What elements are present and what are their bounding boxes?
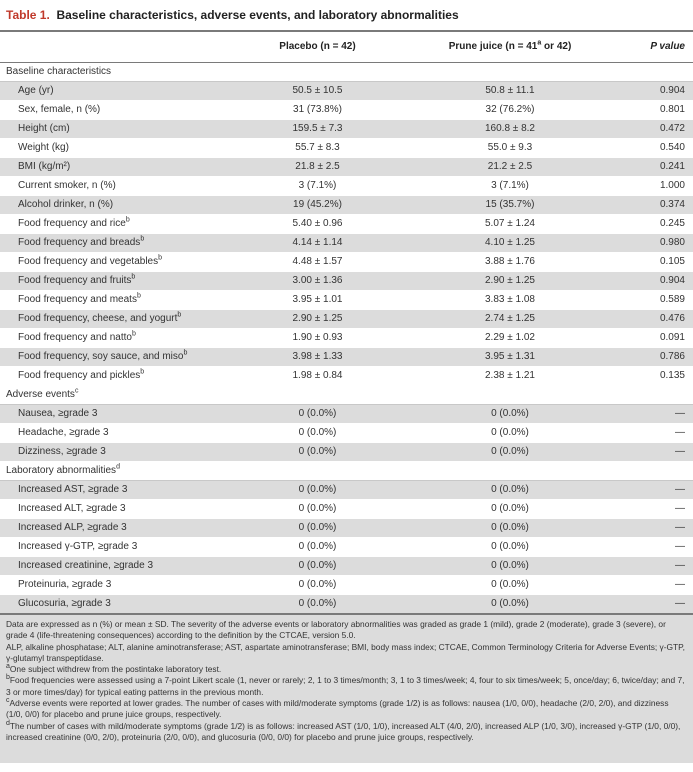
prune-juice-value: 0 (0.0%) [405, 443, 615, 462]
row-label [0, 367, 230, 386]
footnote-text: The number of cases with mild/moderate symptoms (grade 1/2) is as follows: increased AST (1/0, 1/0), increased ALT (4/0, 2/0), increased ALP (1/0, 3/0), increased γ-GTP (1/0, 0/0), increased creatinine (0/0, 2/0), proteinuria (2/0, 0/0), and glucosuria (0/0, 0/0) for placebo and prune juice groups, respectively. [6, 720, 681, 742]
row-label-text: Food frequency and vegetables [18, 256, 159, 267]
p-value: 0.476 [615, 310, 693, 329]
section-header-row [0, 386, 693, 405]
p-value: — [615, 538, 693, 557]
row-label [0, 82, 230, 101]
table-row [0, 215, 693, 234]
placebo-value: 0 (0.0%) [230, 538, 405, 557]
row-label-text: Increased γ-GTP, ≥grade 3 [18, 541, 138, 552]
row-label-sup: b [140, 368, 145, 376]
row-label [0, 557, 230, 576]
prune-juice-value: 0 (0.0%) [405, 576, 615, 595]
row-label-sup: b [183, 349, 188, 357]
header-label [0, 31, 230, 63]
placebo-value: 3.98 ± 1.33 [230, 348, 405, 367]
p-value: — [615, 424, 693, 443]
table-row [0, 500, 693, 519]
prune-juice-value: 160.8 ± 8.2 [405, 120, 615, 139]
table-row [0, 82, 693, 101]
row-label [0, 177, 230, 196]
row-label [0, 500, 230, 519]
footnote [6, 664, 687, 675]
placebo-value: 3 (7.1%) [230, 177, 405, 196]
prune-juice-value: 50.8 ± 11.1 [405, 82, 615, 101]
p-value: — [615, 500, 693, 519]
p-value: 0.472 [615, 120, 693, 139]
section-title [0, 63, 693, 82]
footnote [6, 619, 687, 642]
p-value: 0.135 [615, 367, 693, 386]
row-label-text: Nausea, ≥grade 3 [18, 408, 98, 419]
p-value: 0.374 [615, 196, 693, 215]
header-placebo: Placebo (n = 42) [230, 31, 405, 63]
footnote-marker: d [6, 719, 10, 727]
row-label [0, 158, 230, 177]
placebo-value: 4.48 ± 1.57 [230, 253, 405, 272]
table-body [0, 63, 693, 615]
row-label-sup: b [136, 292, 141, 300]
row-label [0, 196, 230, 215]
row-label-text: Food frequency and rice [18, 218, 126, 229]
p-value: 0.904 [615, 272, 693, 291]
row-label [0, 348, 230, 367]
placebo-value: 3.00 ± 1.36 [230, 272, 405, 291]
placebo-value: 0 (0.0%) [230, 595, 405, 615]
row-label [0, 329, 230, 348]
p-value: 0.245 [615, 215, 693, 234]
table-caption: Baseline characteristics, adverse events, and laboratory abnormalities [56, 8, 459, 22]
row-label [0, 101, 230, 120]
placebo-value: 0 (0.0%) [230, 576, 405, 595]
row-label-text: Current smoker, n (%) [18, 180, 116, 191]
row-label [0, 595, 230, 615]
table-row [0, 519, 693, 538]
row-label-text: Glucosuria, ≥grade 3 [18, 598, 111, 609]
section-title [0, 386, 693, 405]
table-row [0, 348, 693, 367]
row-label-sup: b [131, 330, 136, 338]
row-label-text: Increased ALT, ≥grade 3 [18, 503, 126, 514]
placebo-value: 50.5 ± 10.5 [230, 82, 405, 101]
table-row [0, 158, 693, 177]
prune-juice-value: 5.07 ± 1.24 [405, 215, 615, 234]
placebo-value: 0 (0.0%) [230, 519, 405, 538]
table-row [0, 291, 693, 310]
row-label-text: Food frequency and pickles [18, 370, 141, 381]
row-label-text: Age (yr) [18, 85, 54, 96]
table-row [0, 576, 693, 595]
row-label-sup: b [177, 311, 182, 319]
placebo-value: 19 (45.2%) [230, 196, 405, 215]
row-label-text: Height (cm) [18, 123, 70, 134]
prune-juice-value: 21.2 ± 2.5 [405, 158, 615, 177]
prune-juice-value: 0 (0.0%) [405, 538, 615, 557]
prune-juice-value: 15 (35.7%) [405, 196, 615, 215]
placebo-value: 1.90 ± 0.93 [230, 329, 405, 348]
prune-juice-value: 4.10 ± 1.25 [405, 234, 615, 253]
prune-juice-value: 2.74 ± 1.25 [405, 310, 615, 329]
table-row [0, 538, 693, 557]
p-value: 0.540 [615, 139, 693, 158]
row-label [0, 139, 230, 158]
placebo-value: 5.40 ± 0.96 [230, 215, 405, 234]
placebo-value: 31 (73.8%) [230, 101, 405, 120]
p-value: 0.786 [615, 348, 693, 367]
row-label-text: Food frequency and meats [18, 294, 137, 305]
footnote-text: ALP, alkaline phosphatase; ALT, alanine aminotransferase; AST, aspartate aminotransferase; BMI, body mass index; CTCAE, Common Terminology Criteria for Adverse Events; γ-GTP, γ-glutamyl transpeptidase. [6, 641, 686, 663]
placebo-value: 2.90 ± 1.25 [230, 310, 405, 329]
placebo-value: 159.5 ± 7.3 [230, 120, 405, 139]
p-value: 0.801 [615, 101, 693, 120]
table-row [0, 595, 693, 615]
row-label [0, 424, 230, 443]
p-value: — [615, 557, 693, 576]
table-row [0, 424, 693, 443]
row-label-text: Food frequency, cheese, and yogurt [18, 313, 178, 324]
table-row [0, 443, 693, 462]
placebo-value: 0 (0.0%) [230, 424, 405, 443]
prune-juice-value: 3 (7.1%) [405, 177, 615, 196]
table-row [0, 101, 693, 120]
section-header-row [0, 462, 693, 481]
prune-juice-value: 0 (0.0%) [405, 557, 615, 576]
row-label-text: Alcohol drinker, n (%) [18, 199, 114, 210]
table-row [0, 481, 693, 500]
header-p-value: P value [615, 31, 693, 63]
p-value: 0.091 [615, 329, 693, 348]
footnote-marker: a [6, 663, 10, 671]
row-label [0, 443, 230, 462]
prune-juice-value: 0 (0.0%) [405, 481, 615, 500]
p-value: — [615, 405, 693, 424]
footnote [6, 642, 687, 665]
row-label-text: BMI (kg/m²) [18, 161, 71, 172]
section-title-sup: d [116, 463, 120, 471]
row-label [0, 538, 230, 557]
row-label [0, 405, 230, 424]
footnote-text: Data are expressed as n (%) or mean ± SD. The severity of the adverse events or laboratory abnormalities was graded as grade 1 (mild), grade 2 (moderate), grade 3 (severe), or grade 4 (life-threatening consequences) according to the definition by the CTCAE, version 5.0. [6, 619, 666, 641]
table-row [0, 234, 693, 253]
p-value: — [615, 576, 693, 595]
footnote-text: Adverse events were reported at lower grades. The number of cases with mild/moderate symptoms (grade 1/2) is as follows: nausea (1/0, 0/0), headache (2/0, 2/0), and dizziness (1/0, 0/0) for placebo and prune juice groups, respectively. [6, 698, 669, 720]
placebo-value: 21.8 ± 2.5 [230, 158, 405, 177]
row-label [0, 272, 230, 291]
header-prune-juice [405, 31, 615, 63]
p-value: 0.980 [615, 234, 693, 253]
prune-juice-value: 32 (76.2%) [405, 101, 615, 120]
row-label-text: Weight (kg) [18, 142, 69, 153]
header-prune-post: or 42) [541, 41, 572, 52]
p-value: — [615, 519, 693, 538]
table-row [0, 329, 693, 348]
row-label-text: Food frequency and natto [18, 332, 132, 343]
section-title-text: Adverse events [6, 389, 75, 400]
footnote-marker: c [6, 697, 10, 705]
table-row [0, 139, 693, 158]
row-label-text: Dizziness, ≥grade 3 [18, 446, 106, 457]
table-row [0, 272, 693, 291]
prune-juice-value: 2.90 ± 1.25 [405, 272, 615, 291]
placebo-value: 0 (0.0%) [230, 500, 405, 519]
prune-juice-value: 0 (0.0%) [405, 500, 615, 519]
p-value: — [615, 595, 693, 615]
footnote-text: Food frequencies were assessed using a 7-point Likert scale (1, never or rarely; 2, 1 to 3 times/month; 3, 1 to 3 times/week; 4, four to six times/week; 5, once/day; 6, twice/day; and 7, 3 or more times/day) for typical eating patterns in the previous month. [6, 675, 685, 697]
table-title [0, 0, 693, 30]
p-value: — [615, 443, 693, 462]
p-value: 0.904 [615, 82, 693, 101]
table-row [0, 120, 693, 139]
table-row [0, 177, 693, 196]
table-row [0, 253, 693, 272]
prune-juice-value: 0 (0.0%) [405, 424, 615, 443]
row-label-sup: b [131, 273, 136, 281]
table-row [0, 557, 693, 576]
row-label [0, 291, 230, 310]
row-label-text: Sex, female, n (%) [18, 104, 101, 115]
placebo-value: 0 (0.0%) [230, 481, 405, 500]
row-label [0, 234, 230, 253]
prune-juice-value: 3.88 ± 1.76 [405, 253, 615, 272]
prune-juice-value: 3.95 ± 1.31 [405, 348, 615, 367]
header-prune-sup: a [537, 39, 542, 47]
row-label [0, 120, 230, 139]
table-row [0, 367, 693, 386]
table-label: Table 1. [6, 8, 50, 22]
row-label [0, 481, 230, 500]
row-label [0, 576, 230, 595]
footnote [6, 721, 687, 744]
placebo-value: 3.95 ± 1.01 [230, 291, 405, 310]
table-footnotes [0, 615, 693, 763]
placebo-value: 55.7 ± 8.3 [230, 139, 405, 158]
row-label-text: Increased creatinine, ≥grade 3 [18, 560, 154, 571]
p-value: 0.589 [615, 291, 693, 310]
footnote [6, 698, 687, 721]
prune-juice-value: 2.38 ± 1.21 [405, 367, 615, 386]
row-label-text: Proteinuria, ≥grade 3 [18, 579, 112, 590]
footnote-marker: b [6, 674, 10, 682]
section-title-text: Baseline characteristics [6, 66, 112, 77]
row-label-text: Headache, ≥grade 3 [18, 427, 109, 438]
row-label-text: Food frequency, soy sauce, and miso [18, 351, 184, 362]
p-value: — [615, 481, 693, 500]
section-title-text: Laboratory abnormalities [6, 465, 117, 476]
table-row [0, 405, 693, 424]
section-title-sup: c [74, 387, 79, 395]
row-label-sup: b [140, 235, 145, 243]
header-prune-text: Prune juice (n = 41 [448, 41, 538, 52]
row-label-text: Food frequency and fruits [18, 275, 132, 286]
p-value: 0.105 [615, 253, 693, 272]
prune-juice-value: 2.29 ± 1.02 [405, 329, 615, 348]
row-label [0, 253, 230, 272]
prune-juice-value: 0 (0.0%) [405, 595, 615, 615]
row-label [0, 519, 230, 538]
footnote [6, 675, 687, 698]
p-value: 0.241 [615, 158, 693, 177]
placebo-value: 4.14 ± 1.14 [230, 234, 405, 253]
row-label-text: Food frequency and breads [18, 237, 141, 248]
section-title [0, 462, 693, 481]
prune-juice-value: 55.0 ± 9.3 [405, 139, 615, 158]
placebo-value: 0 (0.0%) [230, 443, 405, 462]
row-label-text: Increased AST, ≥grade 3 [18, 484, 128, 495]
row-label-sup: b [125, 216, 130, 224]
table-row [0, 310, 693, 329]
header-row [0, 31, 693, 63]
prune-juice-value: 3.83 ± 1.08 [405, 291, 615, 310]
row-label [0, 310, 230, 329]
data-table [0, 30, 693, 615]
p-value: 1.000 [615, 177, 693, 196]
prune-juice-value: 0 (0.0%) [405, 405, 615, 424]
row-label [0, 215, 230, 234]
placebo-value: 0 (0.0%) [230, 557, 405, 576]
placebo-value: 1.98 ± 0.84 [230, 367, 405, 386]
placebo-value: 0 (0.0%) [230, 405, 405, 424]
table-row [0, 196, 693, 215]
section-header-row [0, 63, 693, 82]
prune-juice-value: 0 (0.0%) [405, 519, 615, 538]
row-label-text: Increased ALP, ≥grade 3 [18, 522, 127, 533]
footnote-text: One subject withdrew from the postintake laboratory test. [9, 664, 222, 675]
row-label-sup: b [158, 254, 163, 262]
